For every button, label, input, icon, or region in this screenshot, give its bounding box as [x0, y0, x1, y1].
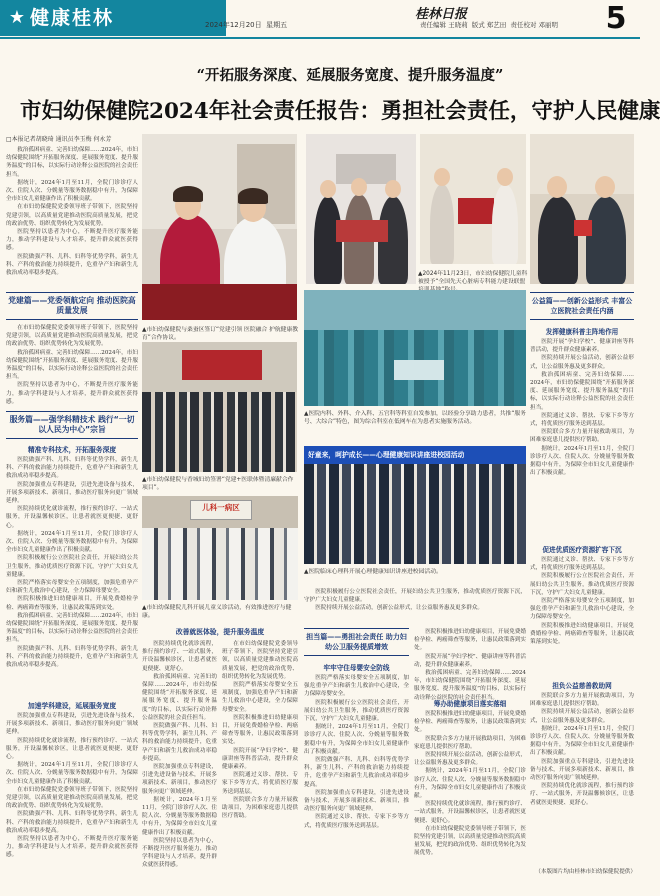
subhead-depth: 精准专科技术，开拓服务深度: [27, 446, 117, 454]
byline: □本报记者胡晓琦 通讯员李玉梅 何永芳: [6, 136, 112, 143]
lecture-banner-text: 好童来，呵护成长——心理健康知识讲座进校园活动: [308, 451, 465, 459]
subhead-project: 筹办助健康项目落实落细: [433, 700, 507, 708]
photo-signing: [142, 134, 297, 320]
masthead-logo: 桂林日报: [415, 7, 468, 22]
subhead-relief: 担负公益慈善救助网: [552, 682, 612, 690]
staff-credits: 责任编辑 王晓莉 版式 郑艺田 责任校对 邓丽明: [420, 21, 559, 29]
subhead-safety: 牢牢守住母婴安全防线: [323, 664, 390, 672]
article-kicker: “开拓服务深度、延展服务宽度、提升服务温度”: [196, 67, 504, 84]
caption-signing: ▲市妇幼保健院与桑蚕区签订“党建引领 医院融合 护航健康教育”合作协议。: [142, 327, 299, 341]
photo-plaque: [420, 134, 526, 264]
subhead-service: 服务篇——强学科精技术 践行“一切以人民为中心”宗旨: [9, 415, 135, 434]
project-text-top: 医院积极推进妇幼健康项目，开展免费婚检孕检、两癌筛查等服务，让惠民政策落到实处。 医院开展“孕妇学校”、健康讲座等科普活动，提升群众健康素养。 救治孤困病童、完善妇幼保障……2024年，市妇幼保健院围绕“开拓服务深度、延展服务宽度、提升服务温度”的目标，以实际行动诠释公益医院的社会责任担当。: [414, 629, 527, 701]
photo-hall: [142, 342, 297, 472]
subhead-charity: 公益篇——创新公益形式 丰富公立医院社会责任内涵: [531, 297, 633, 315]
section-title: 健康桂林: [30, 7, 115, 29]
caption-lecture: ▲医院临床心理科开展心理健康知识讲座进校园活动。: [304, 569, 442, 575]
photo-pediatrics: [142, 496, 298, 600]
party-text: 在市妇幼保健院党委领导班子带领下，医院坚持党建引领，以高质量党建推动医院高质量发展，把党的政治优势、组织优势转化为发展优势。 救治孤困病童、完善妇幼保障……2024年，市妇幼保健院围绕“开拓服务深度、延展服务宽度、提升服务温度”的目标，以实际行动诠释公益医院的社会责任担当。 医院坚持以患者为中心，不断提升医疗服务能力，推动学科建设与人才培养，提升群众就医获得感。: [6, 325, 138, 405]
photo-two-people: [530, 134, 634, 284]
intro-text: 救治孤困病童、完善妇幼保障……2024年，市妇幼保健院围绕“开拓服务深度、延展服务宽度、提升服务温度”的目标，以实际行动诠释公益医院的社会责任担当。 据统计，2024年1月至11月，全院门诊诊疗人次、住院人次、分娩量等服务数据稳中有升，为保障全市妇女儿童健康作出了积极贡献。 在市妇幼保健院党委领导班子带领下，医院坚持党建引领，以高质量党建推动医院高质量发展，把党的政治优势、组织优势转化为发展优势。 医院坚持以患者为中心，不断提升医疗服务能力，推动学科建设与人才培养，提升群众就医获得感。 医院做强产科、儿科、妇科等优势学科，新生儿科、产科的救治能力持续提升，危重孕产妇和新生儿救治成功率稳步提高。: [6, 147, 138, 277]
safety-text: 医院严格落实母婴安全五项制度，加强危重孕产妇和新生儿救治中心建设，全力保障母婴安全。 医院积极履行公立医院社会责任，开展妇幼公共卫生服务，推动优质医疗资源下沉，守护广大妇女儿童健康。 据统计，2024年1月至11月，全院门诊诊疗人次、住院人次、分娩量等服务数据稳中有升，为保障全市妇女儿童健康作出了积极贡献。 医院做强产科、儿科、妇科等优势学科，新生儿科、产科的救治能力持续提升，危重孕产妇和新生儿救治成功率稳步提高。 医院加强重点专科建设，引进先进设备与技术，开展多项新技术、新项目，推动医疗服务向更广领域延伸。 医院通过义诊、帮扶、专家下乡等方式，将优质医疗服务送到基层。: [304, 675, 409, 829]
subhead-science: 发挥健康科普主阵地作用: [545, 328, 619, 336]
relief-text: 医院联合多方力量开展救助项目，为困难家庭患儿提供医疗帮助。 医院持续开展公益活动，创新公益形式，让公益服务惠及更多群众。 据统计，2024年1月至11月，全院门诊诊疗人次、住院人次、分娩量等服务数据稳中有升，为保障全市妇女儿童健康作出了积极贡献。 医院加强重点专科建设，引进先进设备与技术，开展多项新技术、新项目，推动医疗服务向更广领域延伸。 医院持续优化就诊流程，推行预约诊疗、一站式服务，开设温馨候诊区，让患者就医更便捷、更舒心。: [530, 693, 634, 806]
discipline-text: 医院加强重点专科建设，引进先进设备与技术，开展多项新技术、新项目，推动医疗服务向更广领域延伸。 医院持续优化就诊流程，推行预约诊疗、一站式服务，开设温馨候诊区，让患者就医更便捷、更舒心。 据统计，2024年1月至11月，全院门诊诊疗人次、住院人次、分娩量等服务数据稳中有升，为保障全市妇女儿童健康作出了积极贡献。 在市妇幼保健院党委领导班子带领下，医院坚持党建引领，以高质量党建推动医院高质量发展，把党的政治优势、组织优势转化为发展优势。 医院做强产科、儿科、妇科等优势学科，新生儿科、产科的救治能力持续提升，危重孕产妇和新生儿救治成功率稳步提高。 医院坚持以患者为中心，不断提升医疗服务能力，推动学科建设与人才培养，提升群众就医获得感。: [6, 713, 138, 859]
star-icon: ★: [8, 7, 26, 28]
middle-text-top: 医院积极履行公立医院社会责任，开展妇幼公共卫生服务，推动优质医疗资源下沉，守护广大妇女儿童健康。 医院持续开展公益活动，创新公益形式，让公益服务惠及更多群众。: [304, 589, 526, 612]
page-header: [0, 0, 640, 40]
project-text: 医院积极推进妇幼健康项目，开展免费婚检孕检、两癌筛查等服务，让惠民政策落到实处。 医院联合多方力量开展救助项目，为困难家庭患儿提供医疗帮助。 医院持续开展公益活动，创新公益形式，让公益服务惠及更多群众。 据统计，2024年1月至11月，全院门诊诊疗人次、住院人次、分娩量等服务数据稳中有升，为保障全市妇女儿童健康作出了积极贡献。 医院持续优化就诊流程，推行预约诊疗、一站式服务，开设温馨候诊区，让患者就医更便捷、更舒心。 在市妇幼保健院党委领导班子带领下，医院坚持党建引领，以高质量党建推动医院高质量发展，把党的政治优势、组织优势转化为发展优势。: [414, 711, 526, 857]
subhead-discipline: 加速学科建设，延展服务宽度: [27, 702, 117, 710]
subhead-party: 党建篇——党委领航定向 推动医院高质量发展: [8, 296, 136, 315]
subhead-experience: 改善就医体验，提升服务温度: [175, 628, 265, 636]
caption-pediatrics: ▲市妇幼保健院儿科开展儿童义诊活动，有效推进医疗与健康。: [142, 605, 292, 619]
subhead-responsibility: 担当篇——勇担社会责任 助力妇幼公卫服务提质增效: [306, 633, 407, 651]
caption-hall: ▲市妇幼保健院与香城妇幼签署“党建+医联体暨清廉献合作项目”。: [142, 477, 294, 491]
subhead-resources: 促进优质医疗资源扩容下沉: [542, 546, 622, 554]
depth-text: 医院做强产科、儿科、妇科等优势学科，新生儿科、产科的救治能力持续提升，危重孕产妇和新生儿救治成功率稳步提高。 医院加强重点专科建设，引进先进设备与技术，开展多项新技术、新项目，推动医疗服务向更广领域延伸。 医院持续优化就诊流程，推行预约诊疗、一站式服务，开设温馨候诊区，让患者就医更便捷、更舒心。 据统计，2024年1月至11月，全院门诊诊疗人次、住院人次、分娩量等服务数据稳中有升，为保障全市妇女儿童健康作出了积极贡献。 医院积极履行公立医院社会责任，开展妇幼公共卫生服务，推动优质医疗资源下沉，守护广大妇女儿童健康。 医院严格落实母婴安全五项制度，加强危重孕产妇和新生儿救治中心建设，全力保障母婴安全。 医院积极推进妇幼健康项目，开展免费婚检孕检、两癌筛查等服务，让惠民政策落到实处。 救治孤困病童、完善妇幼保障……2024年，市妇幼保健院围绕“开拓服务深度、延展服务宽度、提升服务温度”的目标，以实际行动诠释公益医院的社会责任担当。 医院做强产科、儿科、妇科等优势学科，新生儿科、产科的救治能力持续提升，危重孕产妇和新生儿救治成功率稳步提高。: [6, 457, 138, 669]
science-text: 医院开展“孕妇学校”、健康讲座等科普活动，提升群众健康素养。 医院持续开展公益活动，创新公益形式，让公益服务惠及更多群众。 救治孤困病童、完善妇幼保障……2024年，市妇幼保健院围绕“开拓服务深度、延展服务宽度、提升服务温度”的目标，以实际行动诠释公益医院的社会责任担当。 医院通过义诊、帮扶、专家下乡等方式，将优质医疗服务送到基层。 医院联合多方力量开展救助项目，为困难家庭患儿提供医疗帮助。 据统计，2024年1月至11月，全院门诊诊疗人次、住院人次、分娩量等服务数据稳中有升，为保障全市妇女儿童健康作出了积极贡献。: [530, 339, 634, 477]
photo-credit: （本版图片均由桂林市妇幼保健院提供）: [535, 869, 636, 875]
page-number: 5: [605, 1, 627, 36]
photo-lecture: [304, 446, 526, 564]
issue-date: 2024年12月20日 星期五: [205, 21, 288, 29]
experience-text-a: 医院持续优化就诊流程，推行预约诊疗、一站式服务，开设温馨候诊区，让患者就医更便捷、更舒心。 救治孤困病童、完善妇幼保障……2024年，市妇幼保健院围绕“开拓服务深度、延展服务宽度、提升服务温度”的目标，以实际行动诠释公益医院的社会责任担当。 医院做强产科、儿科、妇科等优势学科，新生儿科、产科的救治能力持续提升，危重孕产妇和新生儿救治成功率稳步提高。 医院加强重点专科建设，引进先进设备与技术，开展多项新技术、新项目，推动医疗服务向更广领域延伸。 据统计，2024年1月至11月，全院门诊诊疗人次、住院人次、分娩量等服务数据稳中有升，为保障全市妇女儿童健康作出了积极贡献。 医院坚持以患者为中心，不断提升医疗服务能力，推动学科建设与人才培养，提升群众就医获得感。: [142, 641, 217, 869]
article-headline: 市妇幼保健院2024年社会责任报告：勇担社会责任，守护人民健康: [20, 99, 660, 124]
photo-medical-team: [304, 290, 526, 406]
caption-award: ▲2024年11月23日，市妇幼保健院儿童科被授予“全国先天心脏病专科能力建设联盟: [418, 271, 528, 285]
resources-text: 医院通过义诊、帮扶、专家下乡等方式，将优质医疗服务送到基层。 医院积极履行公立医院社会责任，开展妇幼公共卫生服务，推动优质医疗资源下沉，守护广大妇女儿童健康。 医院严格落实母婴安全五项制度，加强危重孕产妇和新生儿救治中心建设，全力保障母婴安全。 医院积极推进妇幼健康项目，开展免费婚检孕检、两癌筛查等服务，让惠民政策落到实处。: [530, 557, 634, 646]
caption-medical-team: ▲医院内科、外科、介入科、五官科等科室自发参加，以经验分享助力患者，共推“服务号、大综合”特色，图为综合科室在低网车在为患者实施服务活动。: [304, 411, 526, 425]
experience-text-b: 在市妇幼保健院党委领导班子带领下，医院坚持党建引领，以高质量党建推动医院高质量发展，把党的政治优势、组织优势转化为发展优势。 医院严格落实母婴安全五项制度，加强危重孕产妇和新生儿救治中心建设，全力保障母婴安全。 医院积极推进妇幼健康项目，开展免费婚检孕检、两癌筛查等服务，让惠民政策落到实处。 医院开展“孕妇学校”、健康讲座等科普活动，提升群众健康素养。 医院通过义诊、帮扶、专家下乡等方式，将优质医疗服务送到基层。 医院联合多方力量开展救助项目，为困难家庭患儿提供医疗帮助。: [222, 641, 298, 820]
ward-sign-text: 儿科一病区: [202, 503, 240, 512]
header-rule: [0, 37, 640, 39]
photo-award: [306, 134, 416, 284]
